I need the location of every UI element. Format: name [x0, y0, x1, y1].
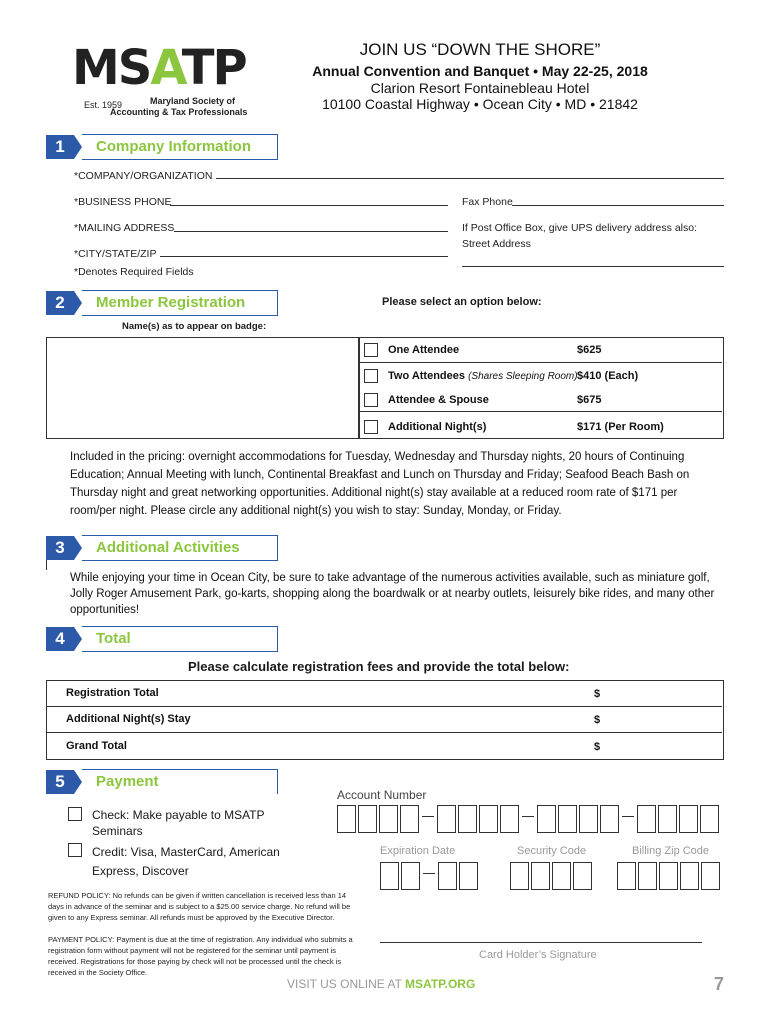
totals-divider	[46, 706, 722, 707]
digit-box[interactable]	[458, 805, 477, 833]
digit-box[interactable]	[680, 862, 699, 890]
section-number: 4	[46, 627, 74, 651]
digit-box[interactable]	[510, 862, 529, 890]
section-title: Payment	[96, 773, 159, 790]
option-note: (Shares Sleeping Room)	[468, 371, 578, 382]
badge-label: Name(s) as to appear on badge:	[122, 321, 267, 332]
city-label: *CITY/STATE/ZIP	[74, 248, 157, 260]
check-checkbox[interactable]	[68, 807, 82, 821]
section-arrow	[74, 291, 82, 315]
logo-wordmark: MSATP	[72, 40, 246, 96]
section-title: Total	[96, 630, 131, 647]
signature-label: Card Holder’s Signature	[479, 949, 597, 961]
company-label: *COMPANY/ORGANIZATION	[74, 170, 213, 182]
section-arrow	[74, 536, 82, 560]
option-checkbox[interactable]	[364, 420, 378, 434]
digit-box[interactable]	[558, 805, 577, 833]
digit-box[interactable]	[637, 805, 656, 833]
digit-box[interactable]	[401, 862, 420, 890]
street-address-label: Street Address	[462, 238, 531, 250]
option-price: $410 (Each)	[577, 370, 639, 382]
section-number: 3	[46, 536, 74, 560]
security-code-label: Security Code	[517, 845, 587, 857]
digit-box[interactable]	[638, 862, 657, 890]
signature-line[interactable]	[380, 942, 702, 943]
credit-label-line1: Credit: Visa, MasterCard, American	[92, 845, 280, 859]
digit-box[interactable]	[379, 805, 398, 833]
option-label: One Attendee	[388, 344, 460, 356]
digit-box[interactable]	[531, 862, 550, 890]
digit-box[interactable]	[479, 805, 498, 833]
digit-box[interactable]	[438, 862, 457, 890]
included-text: Included in the pricing: overnight accommodations for Tuesday, Wednesday and Thursday nights, 20 hours of Continuing Education; Annual Meeting with lunch, Continental Breakfast and Lunch on Thursday and Friday; Seafood Beach Bash on Thursday night and great networking opportunities. Additional night(s) stay available at a reduced room rate of $171 per room/per night. Please circle any additional night(s) you wish to stay: Sunday, Monday, or Friday.	[70, 451, 690, 517]
po-box-note: If Post Office Box, give UPS delivery address also:	[462, 222, 697, 234]
event-line3: 10100 Coastal Highway • Ocean City • MD • 21842	[322, 96, 638, 112]
digit-box[interactable]	[658, 805, 677, 833]
section-number: 1	[46, 135, 74, 159]
page-title: JOIN US “DOWN THE SHORE”	[359, 40, 601, 59]
city-field[interactable]	[160, 256, 448, 257]
total-row-label: Additional Night(s) Stay	[66, 713, 191, 725]
digit-box[interactable]	[700, 805, 719, 833]
dash	[423, 873, 435, 874]
digit-box[interactable]	[579, 805, 598, 833]
option-label: Two Attendees (Shares Sleeping Room)	[388, 370, 578, 382]
section-arrow	[74, 770, 82, 794]
digit-box[interactable]	[552, 862, 571, 890]
digit-box[interactable]	[380, 862, 399, 890]
payment-policy: PAYMENT POLICY: Payment is due at the time of registration. Any individual who submits a registration form without payment will not be registered for the seminar until payment is received. Registrations for those paying by check will not be processed until the check is received in the Society Office.	[48, 935, 353, 977]
total-row-symbol: $	[594, 741, 601, 753]
account-number-label: Account Number	[337, 788, 427, 802]
options-divider	[358, 362, 722, 363]
page-number: 7	[714, 974, 725, 994]
option-checkbox[interactable]	[364, 393, 378, 407]
option-label: Additional Night(s)	[388, 421, 487, 433]
digit-box[interactable]	[679, 805, 698, 833]
total-row-label: Registration Total	[66, 687, 159, 699]
option-price: $171 (Per Room)	[577, 421, 664, 433]
required-note: *Denotes Required Fields	[74, 266, 194, 278]
dash	[622, 816, 634, 817]
billing-zip-label: Billing Zip Code	[632, 845, 710, 857]
company-field[interactable]	[216, 178, 724, 179]
website-link[interactable]: MSATP.ORG	[405, 977, 476, 991]
option-checkbox[interactable]	[364, 343, 378, 357]
digit-box[interactable]	[537, 805, 556, 833]
mailing-address-field[interactable]	[174, 231, 448, 232]
logo-established: Est. 1959	[84, 100, 123, 110]
digit-box[interactable]	[400, 805, 419, 833]
digit-box[interactable]	[600, 805, 619, 833]
business-phone-field[interactable]	[170, 205, 448, 206]
section-number: 5	[46, 770, 74, 794]
options-divider	[358, 411, 722, 412]
dash	[422, 816, 434, 817]
digit-box[interactable]	[500, 805, 519, 833]
badge-name-box[interactable]	[46, 337, 360, 439]
option-checkbox[interactable]	[364, 369, 378, 383]
dash	[522, 816, 534, 817]
section-title: Member Registration	[96, 294, 246, 311]
option-price: $625	[577, 344, 602, 356]
fax-field[interactable]	[512, 205, 724, 206]
logo-org-line2: Accounting & Tax Professionals	[110, 107, 248, 117]
digit-box[interactable]	[337, 805, 356, 833]
logo-org-line1: Maryland Society of	[150, 96, 236, 106]
digit-box[interactable]	[659, 862, 678, 890]
street-address-field[interactable]	[462, 266, 724, 267]
total-row-symbol: $	[594, 714, 601, 726]
credit-label-line2: Express, Discover	[92, 864, 189, 878]
digit-box[interactable]	[573, 862, 592, 890]
section-arrow	[74, 135, 82, 159]
activities-text: While enjoying your time in Ocean City, be sure to take advantage of the numerous activities available, such as miniature golf, Jolly Roger Amusement Park, go-karts, shopping along the boardwalk or at nearby outlets, leisurely bike rides, and many other opportunities!	[70, 572, 715, 616]
section-title: Company Information	[96, 138, 252, 155]
check-label-line2: Seminars	[92, 824, 143, 838]
activities-box-left	[46, 560, 47, 570]
section-number: 2	[46, 291, 74, 315]
select-option-prompt: Please select an option below:	[382, 296, 542, 308]
digit-box[interactable]	[617, 862, 636, 890]
logo	[72, 40, 246, 96]
section-arrow	[74, 627, 82, 651]
total-row-symbol: $	[594, 688, 601, 700]
event-line1: Annual Convention and Banquet • May 22-25, 2018	[312, 63, 648, 79]
digit-box[interactable]	[437, 805, 456, 833]
expiration-label: Expiration Date	[380, 845, 456, 857]
mailing-address-label: *MAILING ADDRESS	[74, 222, 175, 234]
footer-visit: VISIT US ONLINE AT MSATP.ORG	[287, 977, 476, 991]
section-title: Additional Activities	[96, 539, 240, 556]
totals-divider	[46, 732, 722, 733]
option-price: $675	[577, 394, 602, 406]
fax-label: Fax Phone	[462, 196, 513, 208]
total-row-label: Grand Total	[66, 740, 127, 752]
digit-box[interactable]	[358, 805, 377, 833]
option-label: Attendee & Spouse	[388, 394, 489, 406]
digit-box[interactable]	[459, 862, 478, 890]
event-line2: Clarion Resort Fontainebleau Hotel	[370, 80, 590, 96]
refund-policy: REFUND POLICY: No refunds can be given if written cancellation is received less than 14 days in advance of the seminar and is subject to a $25.00 service charge. No refund will be given to any Express seminar. All refunds must be approved by the Executive Director.	[48, 891, 351, 922]
check-label-line1: Check: Make payable to MSATP	[92, 808, 265, 822]
digit-box[interactable]	[701, 862, 720, 890]
total-prompt: Please calculate registration fees and provide the total below:	[188, 659, 570, 674]
credit-checkbox[interactable]	[68, 843, 82, 857]
business-phone-label: *BUSINESS PHONE	[74, 196, 172, 208]
